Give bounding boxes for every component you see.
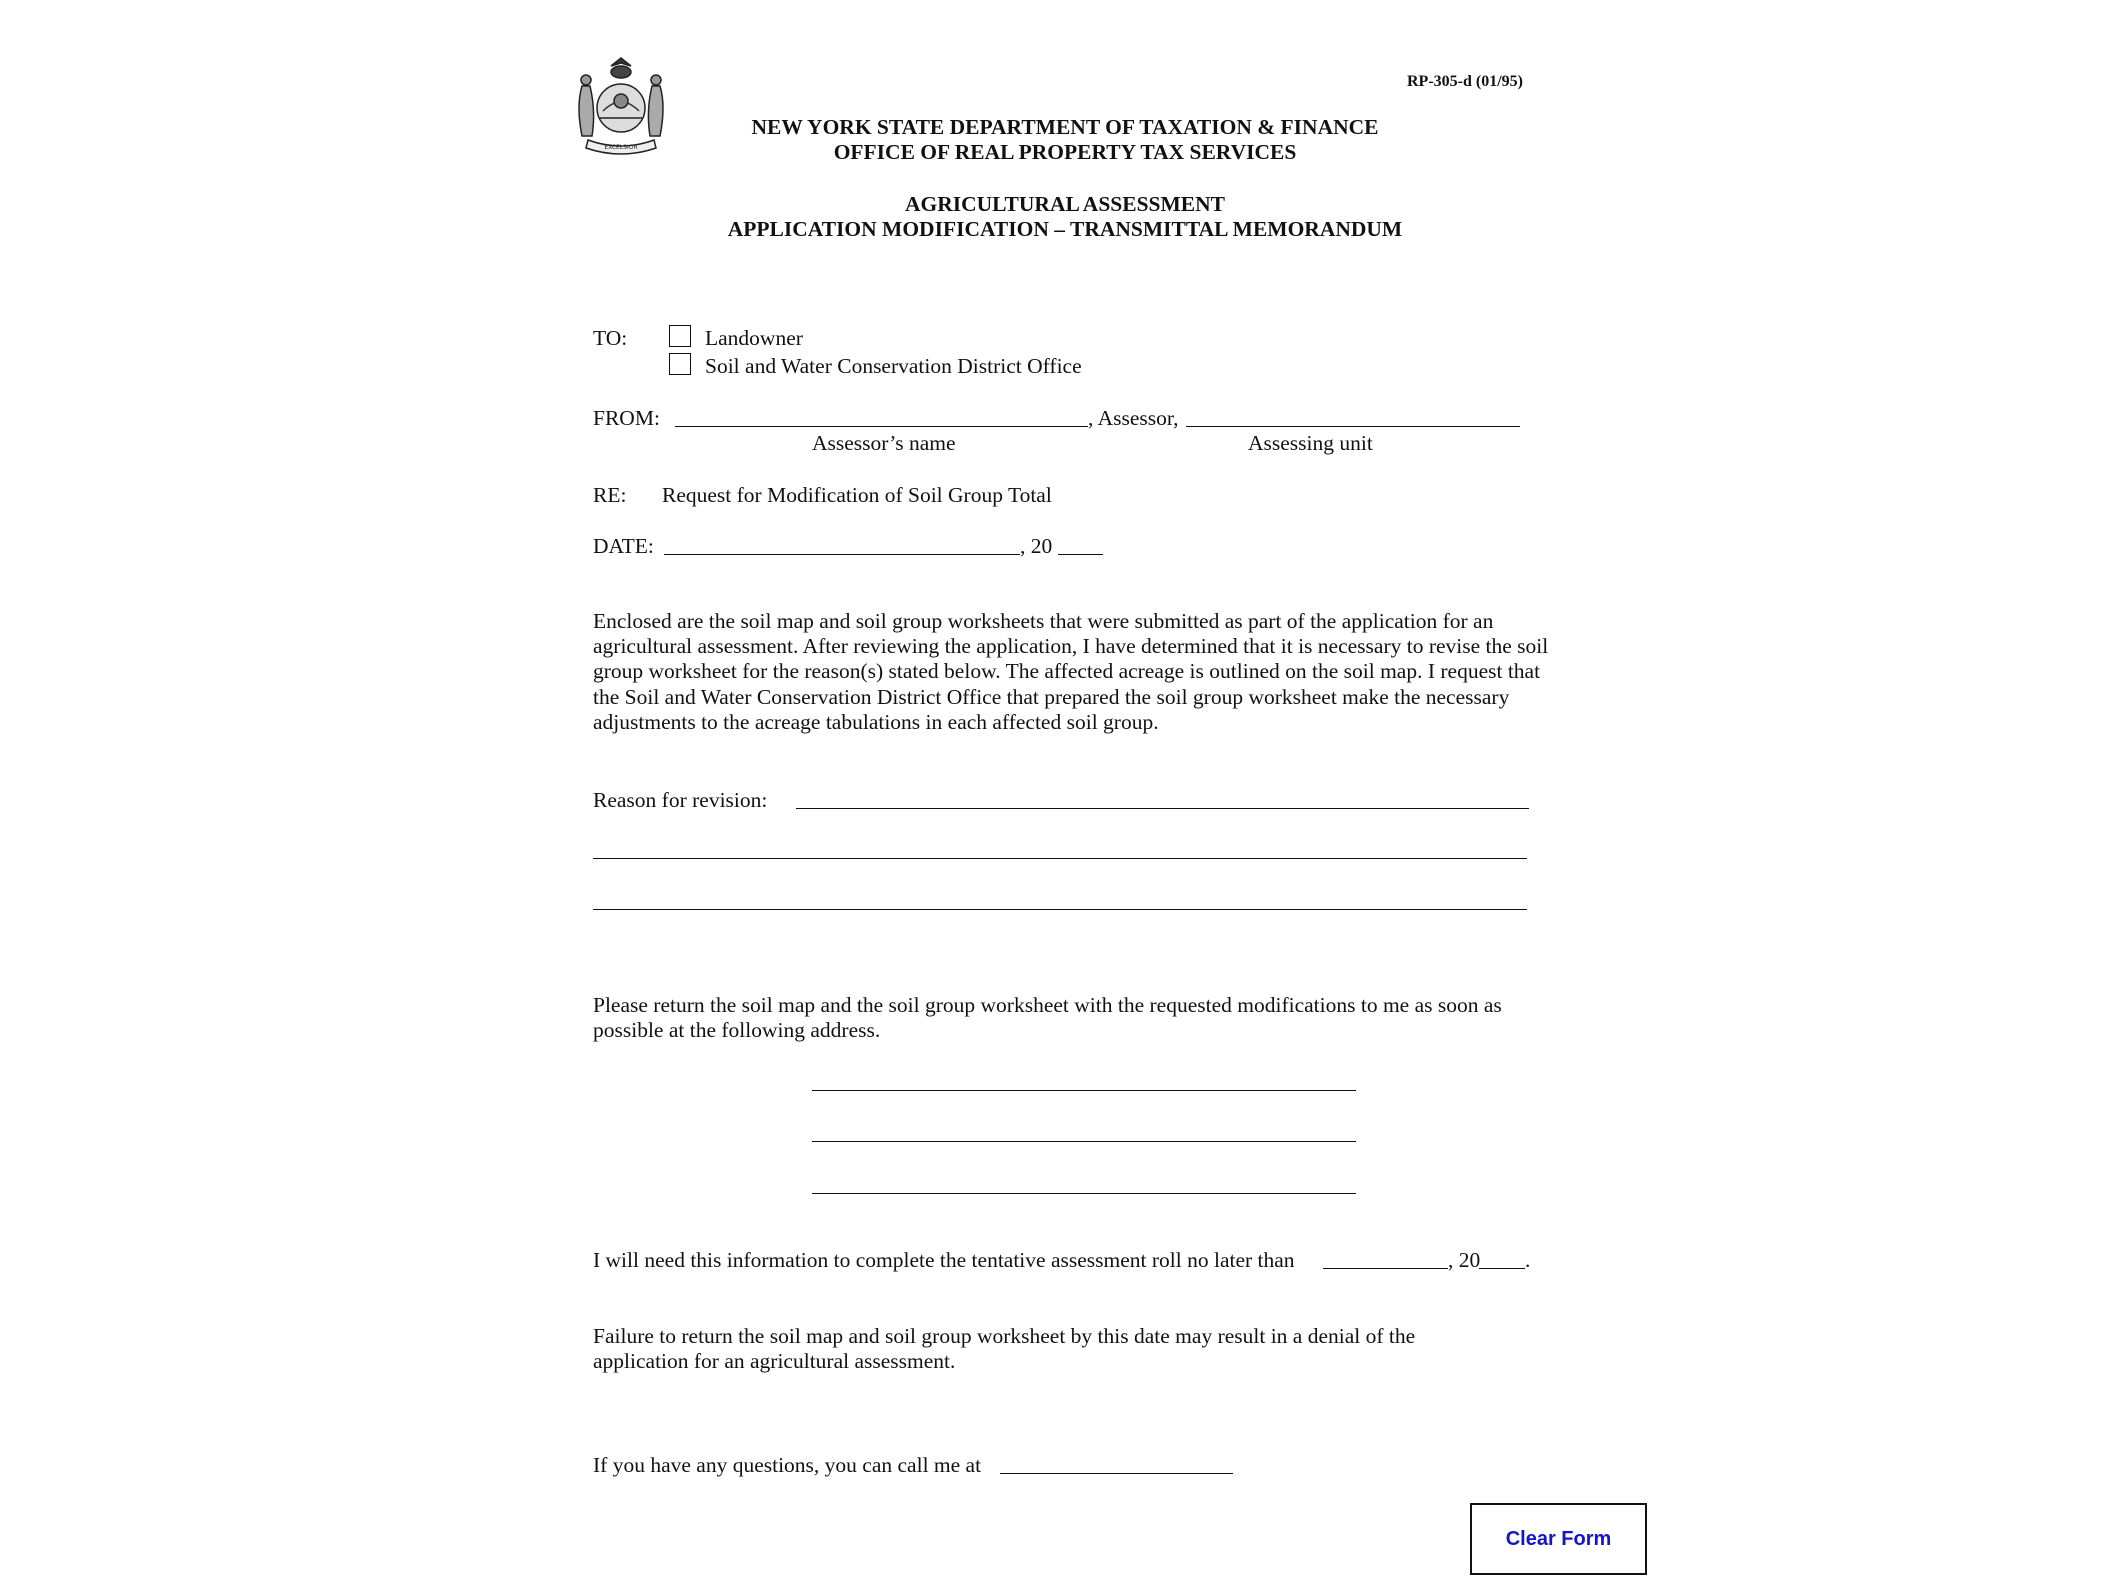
deadline-suffix: . — [1525, 1248, 1531, 1272]
enclosure-paragraph: Enclosed are the soil map and soil group worksheets that were submitted as part of the application for an agricultural assessment. After reviewing the application, I have determined that it is necessary to revise the soil group worksheet for the reason(s) stated below. The affected acreage is outlined on the soil map. I request that the Soil and Water Conservation District Office that prepared the soil group worksheet make the necessary adjustments to the acreage tabulations in each affected soil group. — [593, 609, 1549, 734]
re-label: RE: — [593, 483, 627, 507]
failure-paragraph: Failure to return the soil map and soil group worksheet by this date may result in a denial of the application for an agricultural assessment. — [593, 1324, 1416, 1374]
reason-field-line2[interactable] — [593, 858, 1527, 859]
date-year-prefix: , 20 — [1020, 534, 1053, 558]
deadline-year-field[interactable] — [1479, 1268, 1525, 1269]
svg-text:EXCELSIOR: EXCELSIOR — [604, 144, 638, 151]
assessing-unit-field[interactable] — [1186, 426, 1520, 427]
clear-form-button[interactable]: Clear Form — [1470, 1503, 1647, 1575]
landowner-label: Landowner — [705, 326, 803, 350]
assessor-name-field[interactable] — [675, 426, 1088, 427]
address-field-line1[interactable] — [812, 1090, 1356, 1091]
form-number: RP-305-d (01/95) — [1407, 73, 1523, 90]
date-field[interactable] — [664, 554, 1020, 555]
department-line2: OFFICE OF REAL PROPERTY TAX SERVICES — [833, 140, 1297, 164]
from-label: FROM: — [593, 406, 660, 430]
return-paragraph: Please return the soil map and the soil group worksheet with the requested modifications to me as soon as possible at the following address. — [593, 993, 1502, 1043]
deadline-text: I will need this information to complete the tentative assessment roll no later than — [593, 1248, 1295, 1272]
assessing-unit-caption: Assessing unit — [1248, 431, 1373, 455]
swcd-office-checkbox[interactable] — [669, 353, 691, 375]
reason-field-line3[interactable] — [593, 909, 1527, 910]
phone-field[interactable] — [1000, 1473, 1233, 1474]
date-year-field[interactable] — [1058, 554, 1103, 555]
address-field-line2[interactable] — [812, 1141, 1356, 1142]
questions-text: If you have any questions, you can call me at — [593, 1453, 982, 1477]
address-field-line3[interactable] — [812, 1193, 1356, 1194]
re-text: Request for Modification of Soil Group Total — [662, 483, 1052, 507]
assessor-label: , Assessor, — [1088, 406, 1179, 430]
to-label: TO: — [593, 326, 628, 350]
reason-field-line1[interactable] — [796, 808, 1529, 809]
assessor-name-caption: Assessor’s name — [812, 431, 956, 455]
department-line1: NEW YORK STATE DEPARTMENT OF TAXATION & FINANCE — [751, 115, 1379, 139]
reason-label: Reason for revision: — [593, 788, 768, 812]
form-title-line2: APPLICATION MODIFICATION – TRANSMITTAL MEMORANDUM — [727, 217, 1403, 241]
landowner-checkbox[interactable] — [669, 325, 691, 347]
deadline-date-field[interactable] — [1323, 1268, 1448, 1269]
form-title-line1: AGRICULTURAL ASSESSMENT — [904, 192, 1226, 216]
swcd-office-label: Soil and Water Conservation District Office — [705, 354, 1082, 378]
deadline-year-prefix: , 20 — [1448, 1248, 1481, 1272]
date-label: DATE: — [593, 534, 654, 558]
